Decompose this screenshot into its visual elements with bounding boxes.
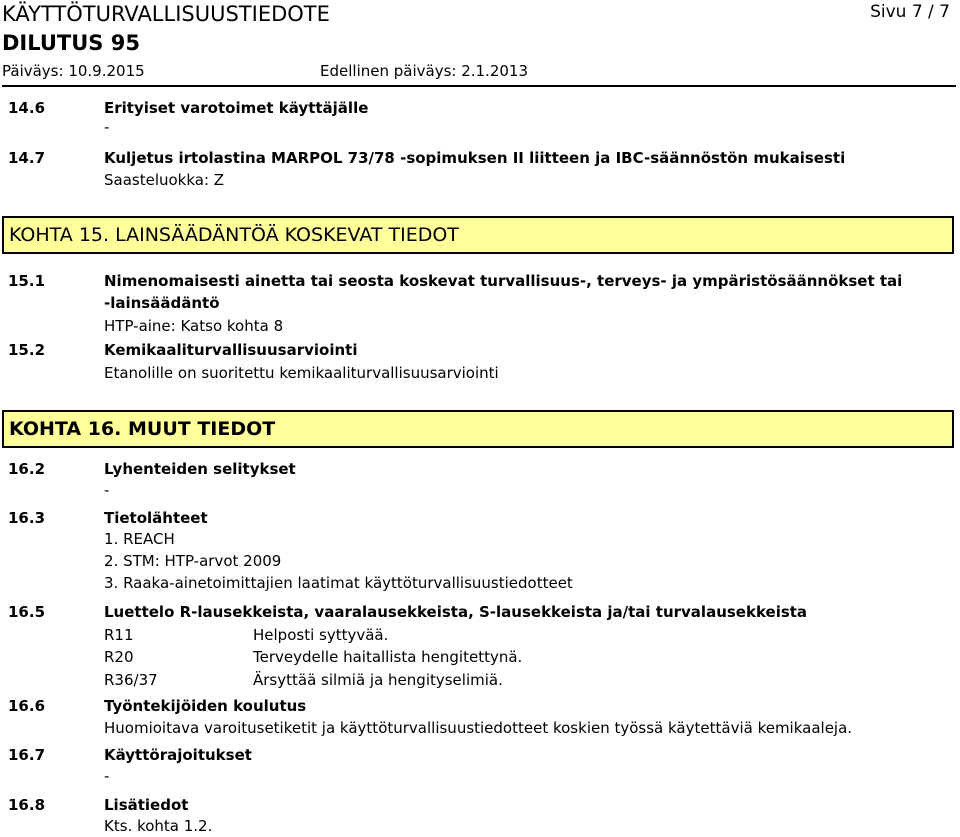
section-number: 16.8 xyxy=(8,796,46,814)
section-text: HTP-aine: Katso kohta 8 xyxy=(104,317,284,335)
section-number: 16.5 xyxy=(8,603,46,621)
section-text: Saasteluokka: Z xyxy=(104,171,225,189)
document-title: KÄYTTÖTURVALLISUUSTIEDOTE xyxy=(2,2,330,26)
phrase-code: R36/37 xyxy=(104,671,158,689)
section-heading: Luettelo R-lausekkeista, vaaralausekkeista, S-lausekkeista ja/tai turvalausekkeista xyxy=(104,603,808,621)
section-number: 16.3 xyxy=(8,509,46,527)
section-heading: Tietolähteet xyxy=(104,509,208,527)
list-item: 1. REACH xyxy=(104,530,175,548)
page-number: Sivu 7 / 7 xyxy=(870,2,950,22)
section-heading: Työntekijöiden koulutus xyxy=(104,697,307,715)
list-item: 2. STM: HTP-arvot 2009 xyxy=(104,552,282,570)
section-15-title: KOHTA 15. LAINSÄÄDÄNTÖÄ KOSKEVAT TIEDOT xyxy=(9,224,459,246)
section-heading: Lyhenteiden selitykset xyxy=(104,460,296,478)
product-name: DILUTUS 95 xyxy=(2,31,140,55)
section-heading: Käyttörajoitukset xyxy=(104,746,252,764)
section-heading: Kuljetus irtolastina MARPOL 73/78 -sopimuksen II liitteen ja IBC-säännöstön mukaisesti xyxy=(104,149,846,167)
section-text: Etanolille on suoritettu kemikaaliturvallisuusarviointi xyxy=(104,364,499,382)
phrase-code: R11 xyxy=(104,626,134,644)
phrase-text: Terveydelle haitallista hengitettynä. xyxy=(253,648,523,666)
section-number: 15.2 xyxy=(8,341,46,359)
section-heading: Kemikaaliturvallisuusarviointi xyxy=(104,341,358,359)
section-number: 16.2 xyxy=(8,460,46,478)
section-text: Kts. kohta 1.2. xyxy=(104,817,213,835)
section-number: 14.7 xyxy=(8,149,46,167)
section-16-banner xyxy=(2,410,954,448)
section-heading: Lisätiedot xyxy=(104,796,189,814)
section-16-title: KOHTA 16. MUUT TIEDOT xyxy=(9,418,276,440)
phrase-text: Helposti syttyvää. xyxy=(253,626,389,644)
phrase-text: Ärsyttää silmiä ja hengityselimiä. xyxy=(253,671,503,689)
previous-date: Edellinen päiväys: 2.1.2013 xyxy=(320,62,529,80)
header-divider xyxy=(2,85,956,87)
section-number: 16.7 xyxy=(8,746,46,764)
section-number: 14.6 xyxy=(8,99,46,117)
issue-date: Päiväys: 10.9.2015 xyxy=(2,62,145,80)
list-item: 3. Raaka-ainetoimittajien laatimat käyttöturvallisuustiedotteet xyxy=(104,574,573,592)
section-text: - xyxy=(104,481,110,499)
section-heading-cont: -lainsäädäntö xyxy=(104,294,220,312)
section-text: - xyxy=(104,767,110,785)
phrase-code: R20 xyxy=(104,648,134,666)
section-text: - xyxy=(104,118,110,136)
section-15-banner xyxy=(2,216,954,254)
section-heading: Nimenomaisesti ainetta tai seosta koskevat turvallisuus-, terveys- ja ympäristösäännökset tai xyxy=(104,272,903,290)
section-number: 15.1 xyxy=(8,272,46,290)
section-number: 16.6 xyxy=(8,697,46,715)
section-text: Huomioitava varoitusetiketit ja käyttöturvallisuustiedotteet koskien työssä käytettäviä kemikaaleja. xyxy=(104,719,853,737)
section-heading: Erityiset varotoimet käyttäjälle xyxy=(104,99,369,117)
